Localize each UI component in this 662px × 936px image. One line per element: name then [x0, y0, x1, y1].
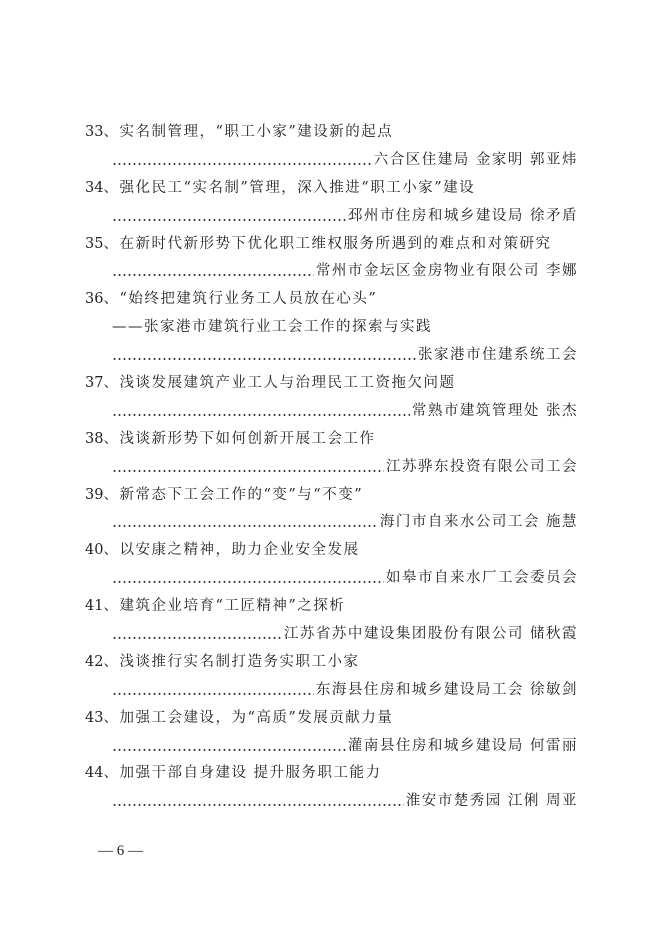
entry-author: 如皋市自来水厂工会委员会	[386, 570, 578, 587]
entry-author: 江苏省苏中建设集团股份有限公司 储秋霞	[283, 626, 578, 643]
entry-title-text: 、“始终把建筑行业务工人员放在心头”	[103, 291, 378, 308]
entry-number: 33	[85, 124, 104, 140]
entry-title-text: 、建筑企业培育“工匠精神”之探析	[103, 598, 346, 615]
toc-entry-title	[85, 593, 578, 621]
dot-leader	[112, 565, 384, 593]
page-number: — 6 —	[98, 843, 143, 859]
toc-entry-title	[85, 231, 578, 259]
dot-leader	[112, 621, 282, 649]
toc-entry-title	[85, 482, 578, 510]
entry-number: 41	[85, 598, 104, 615]
entry-author: 常熟市建筑管理处 张杰	[411, 402, 578, 419]
dot-leader	[112, 398, 410, 426]
entry-author: 东海县住房和城乡建设局工会 徐敏剑	[315, 681, 578, 698]
entry-number: 36	[85, 291, 104, 308]
toc-entry-subtitle: ——张家港市建筑行业工会工作的探索与实践	[112, 319, 432, 336]
entry-title-text: 、强化民工“实名制”管理，深入推进“职工小家”建设	[103, 179, 476, 196]
toc-entry-author-line	[85, 398, 578, 426]
entry-author: 常州市金坛区金房物业有限公司 李娜	[315, 263, 578, 280]
entry-title-text: 、浅谈推行实名制打造务实职工小家	[103, 653, 360, 670]
entry-title-text: 、在新时代新形势下优化职工维权服务所遇到的难点和对策研究	[103, 235, 552, 252]
entry-number: 40	[85, 542, 104, 559]
entry-number: 38	[85, 430, 104, 447]
toc-entry-title	[85, 649, 578, 677]
entry-author: 海门市自来水公司工会 施慧	[379, 514, 578, 531]
entry-author: 淮安市楚秀园 江俐 周亚	[405, 793, 578, 810]
entry-title-text: 、以安康之精神，助力企业安全发展	[103, 542, 360, 559]
dot-leader	[112, 788, 404, 816]
toc-entry-author-line	[85, 454, 578, 482]
entry-title-text: 、实名制管理，“职工小家”建设新的起点	[103, 124, 394, 140]
toc-entry-title	[85, 286, 578, 314]
dot-leader	[112, 454, 384, 482]
toc-entry-author-line	[85, 509, 578, 537]
entry-author: 江苏骅东投资有限公司工会	[386, 458, 578, 475]
entry-title-text: 、浅谈发展建筑产业工人与治理民工工资拖欠问题	[103, 375, 456, 392]
toc-entry-author-line	[85, 733, 578, 761]
dot-leader	[112, 258, 314, 286]
dot-leader	[112, 677, 314, 705]
entry-author: 张家港市住建系统工会	[418, 347, 578, 364]
toc-entry-author-line	[85, 258, 578, 286]
toc-entry-title	[85, 175, 578, 203]
toc-entry-author-line	[85, 342, 578, 370]
toc-entry-author-line	[85, 203, 578, 231]
entry-number: 42	[85, 653, 104, 670]
dot-leader	[112, 733, 346, 761]
toc-entry-author-line	[85, 677, 578, 705]
entry-title-text: 、加强工会建设，为“高质”发展贡献力量	[103, 709, 394, 726]
entry-author: 邳州市住房和城乡建设局 徐矛盾	[347, 207, 578, 224]
entry-number: 34	[85, 179, 104, 196]
toc-entry-title	[85, 426, 578, 454]
entry-number: 39	[85, 486, 104, 503]
entry-title-text: 、浅谈新形势下如何创新开展工会工作	[103, 430, 376, 447]
entry-author: 六合区住建局 金家明 郭亚炜	[373, 151, 578, 168]
toc-entry-title	[85, 760, 578, 788]
toc-entry-author-line	[85, 147, 578, 175]
toc-entry-author-line	[85, 788, 578, 816]
entry-title-text: 、加强干部自身建设 提升服务职工能力	[103, 765, 382, 782]
dot-leader	[112, 203, 346, 231]
dot-leader	[112, 342, 416, 370]
entry-number: 35	[85, 235, 104, 252]
toc-entry-title	[85, 537, 578, 565]
entry-number: 44	[85, 765, 104, 782]
toc-entry-author-line	[85, 621, 578, 649]
entry-title-text: 、新常态下工会工作的“变”与“不变”	[103, 486, 364, 503]
toc-entry-title	[85, 370, 578, 398]
dot-leader	[112, 509, 378, 537]
entry-author: 灌南县住房和城乡建设局 何雷丽	[347, 737, 578, 754]
toc-entry-author-line	[85, 565, 578, 593]
table-of-contents	[85, 119, 578, 816]
entry-number: 37	[85, 375, 104, 392]
entry-number: 43	[85, 709, 104, 726]
toc-entry-title	[85, 705, 578, 733]
dot-leader	[112, 147, 372, 175]
toc-entry-title	[85, 119, 578, 147]
